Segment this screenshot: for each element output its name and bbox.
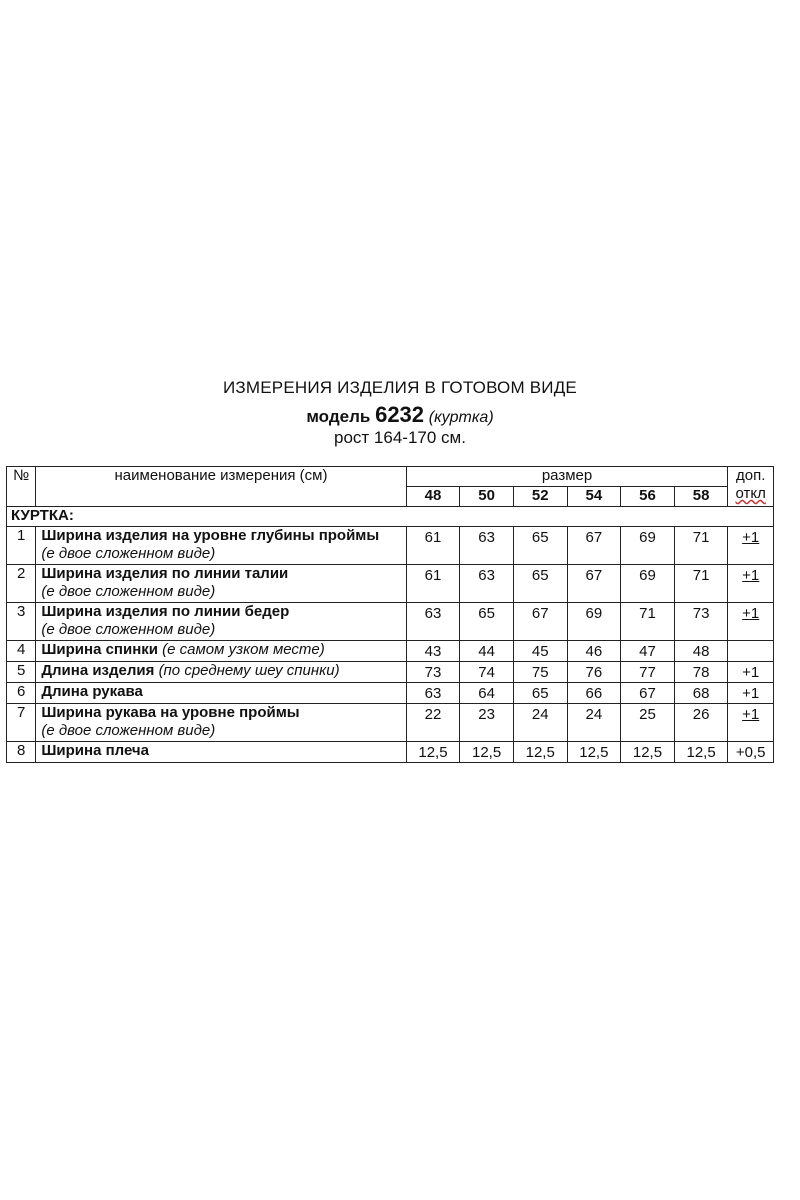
size-value: 61 <box>424 529 442 546</box>
measurement-note: (е двое сложенном виде) <box>41 722 216 739</box>
size-value-cell <box>406 683 460 704</box>
size-value: 63 <box>424 685 442 702</box>
size-value-cell <box>460 662 514 683</box>
tolerance-value: +1 <box>742 567 760 584</box>
size-value: 24 <box>531 706 549 723</box>
size-value: 68 <box>692 685 710 702</box>
size-value: 12,5 <box>686 744 716 761</box>
size-value-cell <box>567 662 621 683</box>
table-row <box>7 565 774 603</box>
size-value-cell <box>513 683 567 704</box>
size-value: 47 <box>639 643 656 660</box>
col-header-name: наименование измерения (см) <box>36 467 406 507</box>
tolerance-cell <box>728 683 774 704</box>
measurement-name: Ширина плеча <box>41 742 149 759</box>
size-value-cell <box>513 527 567 565</box>
measurement-name: Ширина изделия на уровне глубины проймы <box>41 527 380 544</box>
size-header: 56 <box>621 487 675 507</box>
size-value: 69 <box>639 567 656 584</box>
row-number: 4 <box>7 641 36 662</box>
size-value: 43 <box>424 643 442 660</box>
size-value: 65 <box>531 529 549 546</box>
table-row <box>7 704 774 742</box>
size-value: 24 <box>585 706 603 723</box>
measurement-name-cell <box>36 742 406 763</box>
size-value-cell <box>674 704 728 742</box>
size-value-cell <box>460 704 514 742</box>
size-value: 26 <box>692 706 710 723</box>
measurement-name: Ширина изделия по линии бедер <box>41 603 290 620</box>
tolerance-cell <box>728 603 774 641</box>
measurement-note: (е двое сложенном виде) <box>41 621 216 638</box>
size-value-cell <box>460 742 514 763</box>
size-value: 75 <box>531 664 549 681</box>
model-kind: (куртка) <box>428 409 494 426</box>
size-value-cell <box>406 527 460 565</box>
size-value: 73 <box>692 605 710 622</box>
tolerance-cell <box>728 527 774 565</box>
size-value-cell <box>513 641 567 662</box>
measurement-name-cell <box>36 683 406 704</box>
size-value: 48 <box>692 643 710 660</box>
size-value-cell <box>621 683 675 704</box>
size-value-cell <box>406 641 460 662</box>
size-value: 73 <box>424 664 442 681</box>
tolerance-value: +1 <box>742 706 760 723</box>
size-value: 67 <box>639 685 656 702</box>
size-value: 12,5 <box>418 744 448 761</box>
size-value: 67 <box>531 605 549 622</box>
size-value-cell <box>513 704 567 742</box>
measurement-name: Ширина спинки <box>41 641 158 658</box>
size-value-cell <box>674 527 728 565</box>
tolerance-label-1: доп. <box>736 467 766 484</box>
size-value: 22 <box>424 706 442 723</box>
size-value: 67 <box>585 529 603 546</box>
size-value: 67 <box>585 567 603 584</box>
tolerance-value: +1 <box>742 685 760 702</box>
size-value: 74 <box>478 664 495 681</box>
size-value-cell <box>674 565 728 603</box>
header-row-1 <box>7 467 774 487</box>
size-value: 61 <box>424 567 442 584</box>
table-row <box>7 683 774 704</box>
size-value: 69 <box>639 529 656 546</box>
tolerance-cell <box>728 742 774 763</box>
size-value: 71 <box>692 567 710 584</box>
measurement-name-cell <box>36 565 406 603</box>
size-value-cell <box>674 641 728 662</box>
measurement-name: Длина изделия <box>41 662 155 679</box>
size-value: 71 <box>692 529 710 546</box>
size-value-cell <box>567 603 621 641</box>
size-value-cell <box>621 527 675 565</box>
size-value-cell <box>567 683 621 704</box>
tolerance-cell <box>728 704 774 742</box>
size-value-cell <box>674 683 728 704</box>
size-value-cell <box>621 704 675 742</box>
size-value: 23 <box>478 706 495 723</box>
size-header: 58 <box>674 487 728 507</box>
size-value: 71 <box>639 605 656 622</box>
row-number: 5 <box>7 662 36 683</box>
size-value-cell <box>674 742 728 763</box>
col-header-size: размер <box>406 467 728 487</box>
size-value-cell <box>460 527 514 565</box>
tolerance-value: +0,5 <box>735 744 766 761</box>
size-value-cell <box>567 742 621 763</box>
size-value: 65 <box>478 605 495 622</box>
size-value-cell <box>406 603 460 641</box>
size-value-cell <box>460 641 514 662</box>
row-number: 7 <box>7 704 36 742</box>
tolerance-value <box>728 641 773 643</box>
row-number: 6 <box>7 683 36 704</box>
size-value: 76 <box>585 664 603 681</box>
size-value-cell <box>621 603 675 641</box>
size-value-cell <box>406 704 460 742</box>
size-header: 54 <box>567 487 621 507</box>
measurement-name-cell <box>36 641 406 662</box>
size-value: 65 <box>531 567 549 584</box>
size-value-cell <box>621 662 675 683</box>
size-value-cell <box>460 565 514 603</box>
size-value: 64 <box>478 685 495 702</box>
size-value: 12,5 <box>525 744 555 761</box>
size-header: 48 <box>406 487 460 507</box>
row-number: 1 <box>7 527 36 565</box>
size-value-cell <box>567 641 621 662</box>
size-value: 65 <box>531 685 549 702</box>
size-value: 66 <box>585 685 603 702</box>
size-header: 50 <box>460 487 514 507</box>
size-value: 63 <box>478 529 495 546</box>
size-value-cell <box>567 565 621 603</box>
size-value: 12,5 <box>632 744 663 761</box>
measurement-name-cell <box>36 527 406 565</box>
size-header: 52 <box>513 487 567 507</box>
section-row <box>7 507 774 527</box>
tolerance-value: +1 <box>742 664 760 681</box>
size-value-cell <box>513 662 567 683</box>
size-value-cell <box>621 565 675 603</box>
size-value-cell <box>460 603 514 641</box>
tolerance-cell <box>728 565 774 603</box>
document-title: ИЗМЕРЕНИЯ ИЗДЕЛИЯ В ГОТОВОМ ВИДЕ <box>223 378 577 397</box>
row-number: 3 <box>7 603 36 641</box>
size-value: 25 <box>639 706 656 723</box>
size-value-cell <box>621 641 675 662</box>
measurement-name: Длина рукава <box>41 683 143 700</box>
tolerance-label-2: откл <box>735 485 766 502</box>
size-value-cell <box>513 742 567 763</box>
size-value: 63 <box>478 567 495 584</box>
measurement-note: (е двое сложенном виде) <box>41 583 216 600</box>
size-value-cell <box>567 527 621 565</box>
col-header-tolerance <box>728 467 774 507</box>
tolerance-cell <box>728 641 774 662</box>
measurement-name-cell <box>36 603 406 641</box>
size-value-cell <box>621 742 675 763</box>
measurement-name-cell <box>36 704 406 742</box>
measurement-name-cell <box>36 662 406 683</box>
size-value-cell <box>513 603 567 641</box>
table-row <box>7 527 774 565</box>
size-value: 77 <box>639 664 656 681</box>
row-number: 2 <box>7 565 36 603</box>
measurement-name: Ширина изделия по линии талии <box>41 565 289 582</box>
tolerance-cell <box>728 662 774 683</box>
measurement-note: (е самом узком месте) <box>162 641 325 658</box>
height-range: рост 164-170 см. <box>334 428 466 447</box>
size-value: 78 <box>692 664 710 681</box>
table-row <box>7 641 774 662</box>
size-value-cell <box>567 704 621 742</box>
size-value: 12,5 <box>579 744 609 761</box>
size-value: 69 <box>585 605 603 622</box>
col-header-no: № <box>7 467 36 507</box>
measurement-note: (по среднему шеу спинки) <box>158 662 340 679</box>
model-label: модель <box>306 407 371 426</box>
size-value: 63 <box>424 605 442 622</box>
model-number: 6232 <box>375 402 425 427</box>
size-value: 45 <box>531 643 549 660</box>
measurements-table <box>6 466 774 763</box>
size-value: 46 <box>585 643 603 660</box>
table-row <box>7 742 774 763</box>
size-value-cell <box>674 603 728 641</box>
tolerance-value: +1 <box>742 605 760 622</box>
measurement-name: Ширина рукава на уровне проймы <box>41 704 300 721</box>
size-value-cell <box>406 662 460 683</box>
tolerance-value: +1 <box>742 529 760 546</box>
row-number: 8 <box>7 742 36 763</box>
section-label: КУРТКА: <box>7 507 774 527</box>
size-value-cell <box>674 662 728 683</box>
size-value: 12,5 <box>471 744 502 761</box>
table-row <box>7 662 774 683</box>
model-line <box>0 402 800 428</box>
size-value-cell <box>406 742 460 763</box>
size-value: 44 <box>478 643 495 660</box>
size-value-cell <box>460 683 514 704</box>
measurement-note: (е двое сложенном виде) <box>41 545 216 562</box>
table-row <box>7 603 774 641</box>
size-value-cell <box>513 565 567 603</box>
size-value-cell <box>406 565 460 603</box>
